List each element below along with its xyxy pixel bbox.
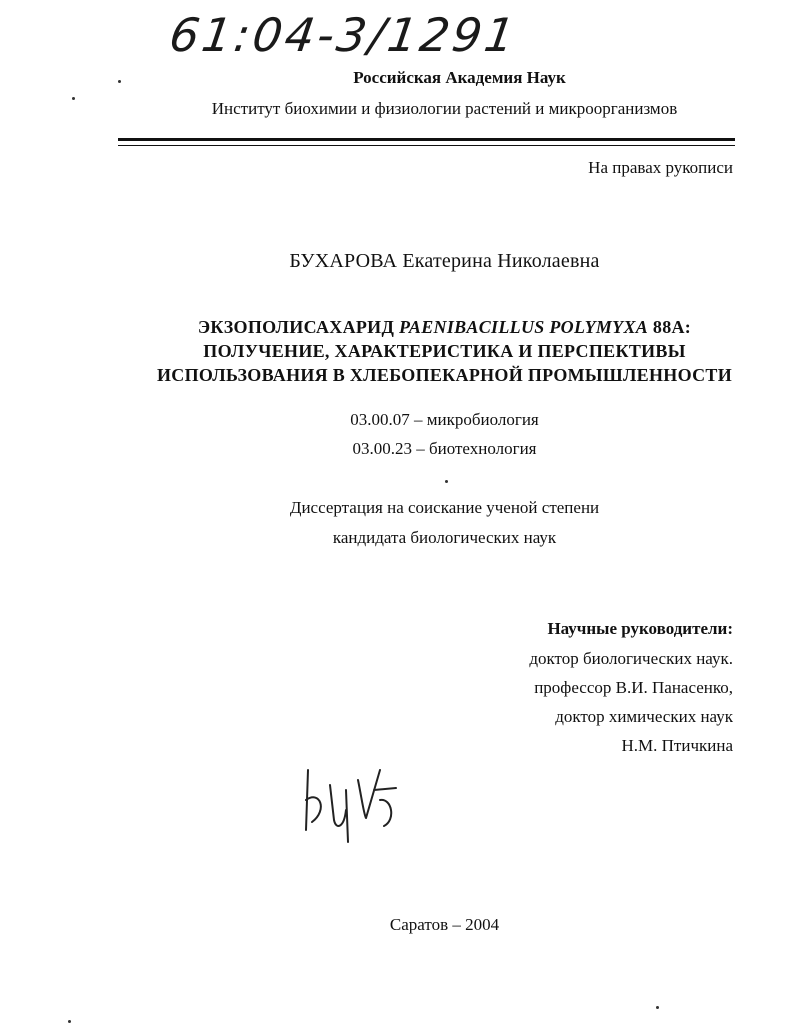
scan-speck [445,480,448,483]
author-signature [300,760,410,850]
supervisors-heading: Научные руководители: [547,619,733,638]
header-divider-thick [118,138,735,141]
header-divider-thin [118,145,735,146]
title-line-1: ЭКЗОПОЛИСАХАРИД PAENIBACILLUS POLYMYXA 88А: [197,317,692,337]
author-name: БУХАРОВА Екатерина Николаевна [289,250,600,272]
title-line-3: ИСПОЛЬЗОВАНИЯ В ХЛЕБОПЕКАРНОЙ ПРОМЫШЛЕННОСТИ [156,365,733,385]
organism-name: PAENIBACILLUS POLYMYXA [398,317,649,337]
supervisor-line: профессор В.И. Панасенко, [534,678,733,697]
specialty-item: 03.00.07 – микробиология [350,410,539,429]
supervisor-line: доктор химических наук [555,707,733,726]
scan-speck [72,97,75,100]
supervisor-line: доктор биологических наук. [529,649,733,668]
archive-code-handwritten: 61:04-3/1291 [166,8,521,62]
supervisor-line: Н.М. Птичкина [621,736,733,755]
specialty-item: 03.00.23 – биотехнология [352,439,537,458]
degree-line-1: Диссертация на соискание ученой степени [289,498,600,517]
scan-speck [68,1020,71,1023]
city-year: Саратов – 2004 [389,915,500,934]
dissertation-title [45,315,799,387]
rights-note: На правах рукописи [588,158,733,177]
institute-name: Институт биохимии и физиологии растений и микроорганизмов [211,99,678,118]
degree-line-2: кандидата биологических наук [332,528,557,547]
organization-name: Российская Академия Наук [353,68,566,87]
scan-speck [656,1006,659,1009]
title-line-2: ПОЛУЧЕНИЕ, ХАРАКТЕРИСТИКА И ПЕРСПЕКТИВЫ [203,341,686,361]
scan-speck [118,80,121,83]
